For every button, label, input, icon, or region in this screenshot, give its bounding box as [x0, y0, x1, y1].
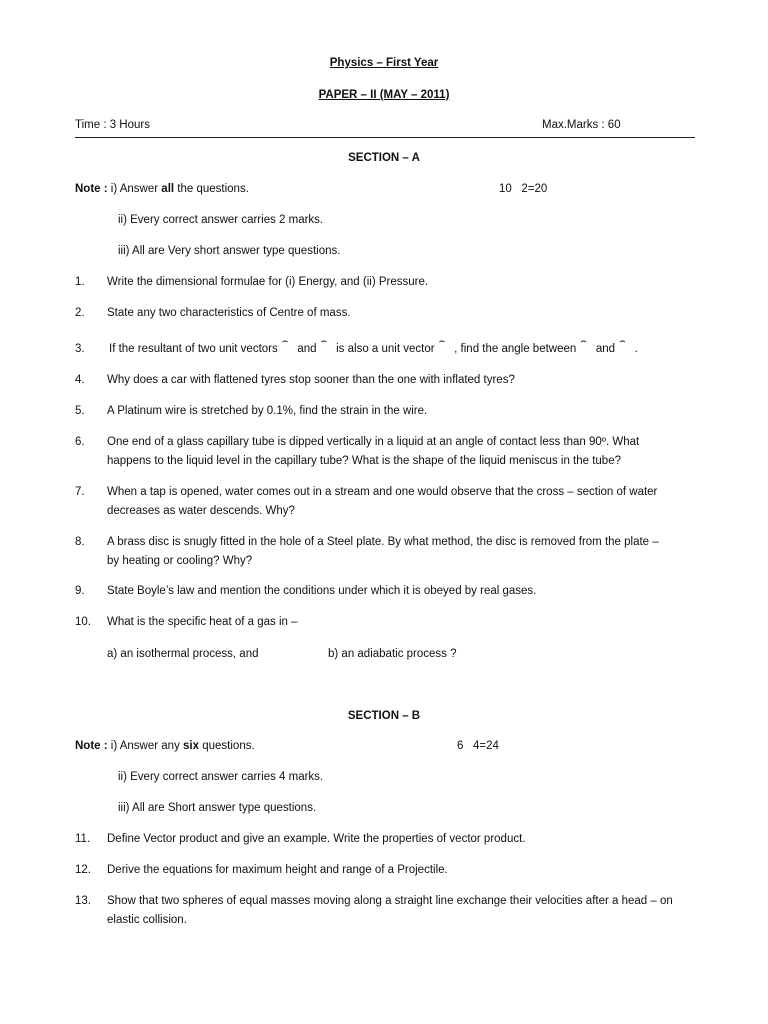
question-text: Derive the equations for maximum height and range of a Projectile. — [107, 864, 448, 876]
question-text — [109, 336, 699, 358]
note-text: i) Answer — [110, 183, 159, 195]
paper-title: PAPER – II (MAY – 2011) — [318, 89, 450, 101]
vector-hat-icon: ⌢ — [281, 336, 289, 347]
question-text-part: and — [595, 343, 616, 355]
vector-hat-icon: ⌢ — [580, 336, 587, 347]
question-text: Write the dimensional formulae for (i) Energy, and (ii) Pressure. — [107, 276, 429, 288]
note-emphasis: six — [183, 740, 200, 752]
vector-hat-icon: ⌢ — [438, 336, 446, 347]
question-text-part: , find the angle between — [454, 343, 577, 355]
question-text-part: is also a unit vector — [336, 343, 435, 355]
question-text-part: . — [634, 343, 638, 355]
question-text-continued: by heating or cooling? Why? — [107, 555, 253, 567]
question-text: What is the specific heat of a gas in – — [107, 616, 298, 628]
question-number: 6. — [75, 436, 85, 448]
question-text-continued: elastic collision. — [107, 914, 187, 926]
question-text: Why does a car with flattened tyres stop sooner than the one with inflated tyres? — [107, 374, 515, 386]
question-text: State any two characteristics of Centre of mass. — [107, 307, 351, 319]
section-b-note-iii: iii) All are Short answer type questions. — [118, 802, 317, 814]
marks-count: 10 — [499, 183, 512, 195]
marks-count: 6 — [457, 740, 464, 752]
note-label: Note : — [75, 183, 108, 195]
question-text: A brass disc is snugly fitted in the hole of a Steel plate. By what method, the disc is removed from the plate – — [107, 536, 659, 548]
note-emphasis: all — [161, 183, 175, 195]
question-number: 13. — [75, 895, 91, 907]
section-b-note-i — [75, 739, 255, 755]
question-number: 12. — [75, 864, 91, 876]
section-b-heading: SECTION – B — [347, 710, 421, 722]
question-number: 3. — [75, 343, 85, 355]
question-number: 10. — [75, 616, 91, 628]
max-marks-label: Max.Marks : 60 — [542, 119, 621, 131]
section-a-note-iii: iii) All are Very short answer type questions. — [118, 245, 341, 257]
question-number: 7. — [75, 486, 85, 498]
marks-total: 2=20 — [521, 183, 548, 195]
section-a-note-ii: ii) Every correct answer carries 2 marks. — [118, 214, 324, 226]
question-number: 9. — [75, 585, 85, 597]
vector-hat-icon: ⌢ — [320, 336, 328, 347]
section-a-heading: SECTION – A — [348, 152, 420, 164]
question-text: State Boyle’s law and mention the conditions under which it is obeyed by real gases. — [107, 585, 537, 597]
question-text: One end of a glass capillary tube is dipped vertically in a liquid at an angle of contact less than 90º. What — [107, 436, 640, 448]
question-number: 11. — [75, 833, 91, 845]
question-text: Show that two spheres of equal masses moving along a straight line exchange their velocities after a head – on — [107, 895, 673, 907]
document-title: Physics – First Year — [329, 57, 439, 69]
vector-hat-icon: ⌢ — [619, 336, 626, 347]
question-number: 5. — [75, 405, 85, 417]
question-text-part: and — [297, 343, 317, 355]
note-text: i) Answer any — [110, 740, 180, 752]
question-number: 1. — [75, 276, 85, 288]
question-text-continued: decreases as water descends. Why? — [107, 505, 295, 517]
question-text: When a tap is opened, water comes out in a stream and one would observe that the cross – section of water — [107, 486, 658, 498]
section-a-marks — [499, 182, 547, 198]
option-a: a) an isothermal process, and — [107, 648, 259, 660]
option-b: b) an adiabatic process ? — [328, 648, 457, 660]
time-label: Time : 3 Hours — [75, 119, 150, 131]
note-text: questions. — [202, 740, 255, 752]
note-text: the questions. — [177, 183, 249, 195]
question-number: 8. — [75, 536, 85, 548]
note-label: Note : — [75, 740, 108, 752]
question-number: 4. — [75, 374, 85, 386]
question-text-part: If the resultant of two unit vectors — [109, 343, 278, 355]
question-text: A Platinum wire is stretched by 0.1%, find the strain in the wire. — [107, 405, 428, 417]
section-a-note-i — [75, 182, 249, 198]
question-text: Define Vector product and give an example. Write the properties of vector product. — [107, 833, 526, 845]
question-number: 2. — [75, 307, 85, 319]
section-b-marks — [457, 739, 499, 755]
question-text-continued: happens to the liquid level in the capillary tube? What is the shape of the liquid meniscus in the tube? — [107, 455, 621, 467]
marks-total: 4=24 — [473, 740, 499, 752]
header-divider — [75, 137, 695, 138]
section-b-note-ii: ii) Every correct answer carries 4 marks. — [118, 771, 324, 783]
